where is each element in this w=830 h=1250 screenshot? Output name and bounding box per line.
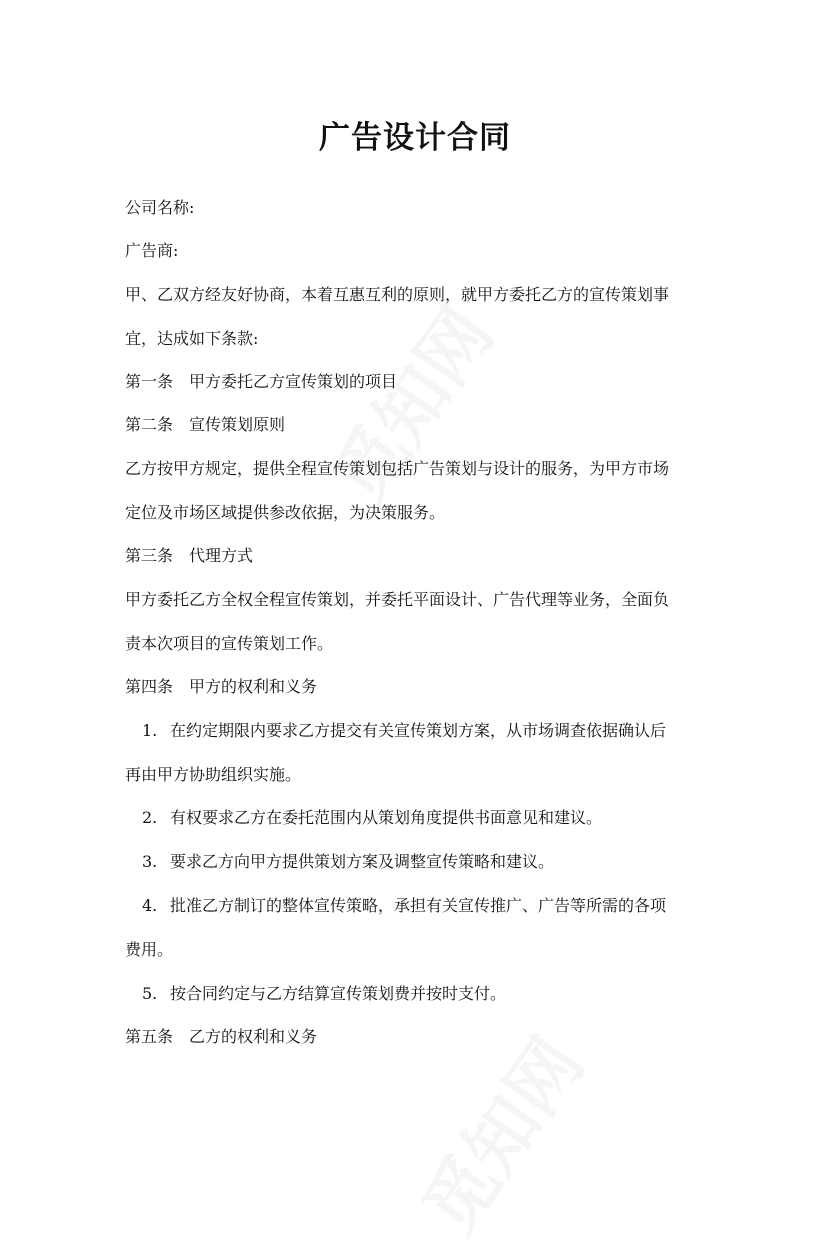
list-item-number: 5. bbox=[142, 984, 158, 1003]
company-name-label: 公司名称: bbox=[125, 198, 195, 217]
watermark-bottom bbox=[393, 1014, 602, 1250]
list-item-text: 要求乙方向甲方提供策划方案及调整宣传策略和建议。 bbox=[170, 852, 555, 871]
list-item-4 bbox=[142, 895, 666, 917]
list-item-text: 批准乙方制订的整体宣传策略，承担有关宣传推广、广告等所需的各项 bbox=[170, 896, 667, 915]
watermark bbox=[303, 284, 512, 521]
list-item-text: 有权要求乙方在委托范围内从策划角度提供书面意见和建议。 bbox=[170, 808, 603, 827]
list-item-5 bbox=[142, 983, 506, 1005]
article-5-heading: 第五条 乙方的权利和义务 bbox=[125, 1027, 318, 1046]
intro-line-2: 宜，达成如下条款: bbox=[125, 329, 259, 348]
article-3-line-1: 甲方委托乙方全权全程宣传策划，并委托平面设计、广告代理等业务，全面负 bbox=[125, 590, 670, 609]
list-item-text: 在约定期限内要求乙方提交有关宣传策划方案，从市场调查依据确认后 bbox=[170, 721, 667, 740]
list-item-number: 1. bbox=[142, 721, 158, 740]
article-2-heading: 第二条 宣传策划原则 bbox=[125, 415, 286, 434]
list-item-2 bbox=[142, 807, 602, 829]
article-1-heading: 第一条 甲方委托乙方宣传策划的项目 bbox=[125, 372, 398, 391]
list-item-3 bbox=[142, 851, 554, 873]
article-3-heading: 第三条 代理方式 bbox=[125, 546, 254, 565]
article-4-heading: 第四条 甲方的权利和义务 bbox=[125, 677, 318, 696]
article-3-line-2: 责本次项目的宣传策划工作。 bbox=[125, 634, 334, 653]
document-title: 广告设计合同 bbox=[319, 120, 511, 156]
advertiser-label: 广告商: bbox=[125, 241, 179, 260]
intro-line-1: 甲、乙双方经友好协商，本着互惠互利的原则，就甲方委托乙方的宣传策划事 bbox=[125, 285, 670, 304]
list-item-number: 2. bbox=[142, 808, 158, 827]
list-item-1 bbox=[142, 720, 666, 742]
article-2-line-2: 定位及市场区域提供参改依据，为决策服务。 bbox=[125, 503, 446, 522]
list-item-number: 3. bbox=[142, 852, 158, 871]
list-item-text: 按合同约定与乙方结算宣传策划费并按时支付。 bbox=[170, 984, 507, 1003]
list-item-number: 4. bbox=[142, 896, 158, 915]
list-item-4-continuation: 费用。 bbox=[125, 940, 174, 959]
list-item-1-continuation: 再由甲方协助组织实施。 bbox=[125, 765, 302, 784]
article-2-line-1: 乙方按甲方规定，提供全程宣传策划包括广告策划与设计的服务，为甲方市场 bbox=[125, 459, 670, 478]
